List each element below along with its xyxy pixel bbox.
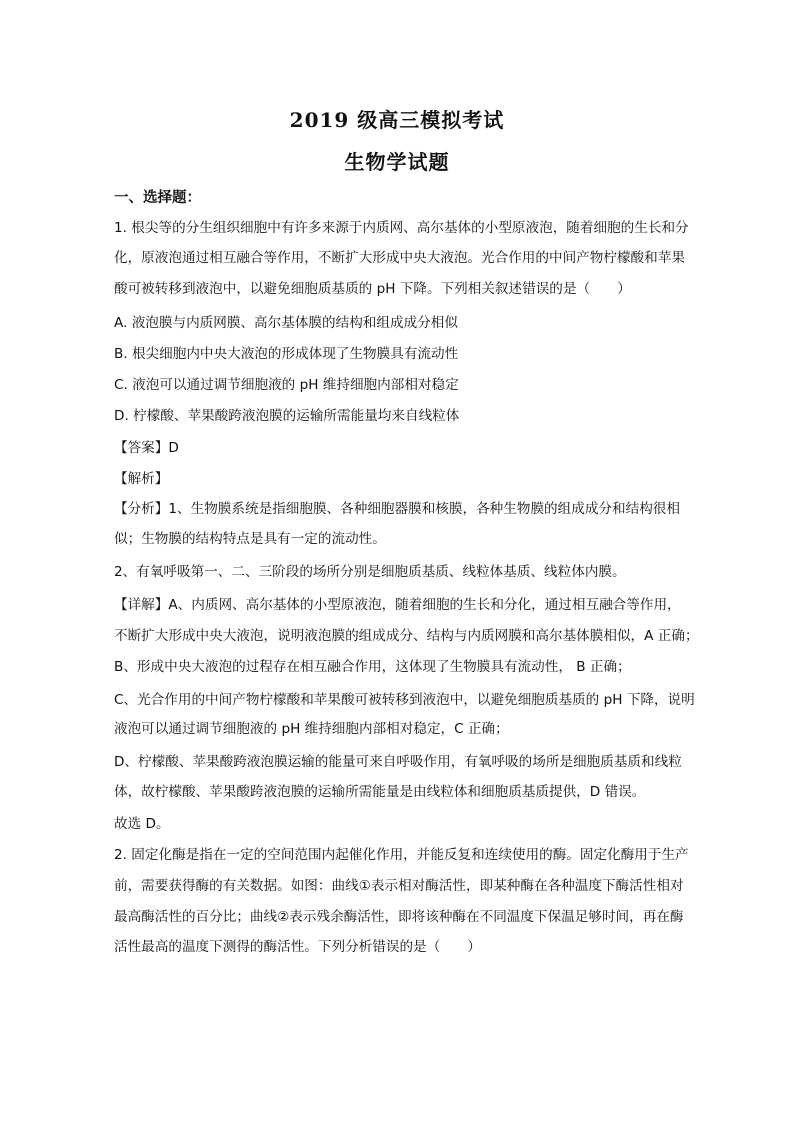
option-c: C. 液泡可以通过调节细胞液的 pH 维持细胞内部相对稳定 [114,377,459,393]
text-line: C、光合作用的中间产物柠檬酸和苹果酸可被转移到液泡中，以避免细胞质基质的 pH 下降，说明 [114,692,695,708]
answer-line: 【答案】D [114,440,179,456]
text-line: 【分析】1、生物膜系统是指细胞膜、各种细胞器膜和核膜，各种生物膜的组成成分和结构很相 [114,501,680,517]
text-line: 液泡可以通过调节细胞液的 pH 维持细胞内部相对稳定，C 正确； [114,721,509,737]
section-heading: 一、选择题： [114,190,201,206]
text-line: 酸可被转移到液泡中，以避免细胞质基质的 pH 下降。下列相关叙述错误的是（ ） [114,281,631,297]
text-line: B、形成中央大液泡的过程存在相互融合作用，这体现了生物膜具有流动性， B 正确； [114,659,631,675]
text-line: 体，故柠檬酸、苹果酸跨液泡膜的运输所需能量是由线粒体和细胞质基质提供，D 错误。 [114,784,646,800]
analysis-heading: 【解析】 [114,471,169,487]
text-line: 【详解】A、内质网、高尔基体的小型原液泡，随着细胞的生长和分化，通过相互融合等作用， [114,597,681,613]
text-line: 2. 固定化酶是指在一定的空间范围内起催化作用，并能反复和连续使用的酶。固定化酶用于生产 [114,847,689,863]
text-line: 最高酶活性的百分比；曲线②表示残余酶活性，即将该种酶在不同温度下保温足够时间，再在酶 [114,909,684,925]
option-d: D. 柠檬酸、苹果酸跨液泡膜的运输所需能量均来自线粒体 [114,408,460,424]
text-line: 故选 D。 [114,816,170,832]
text-line: 似；生物膜的结构特点是具有一定的流动性。 [114,531,386,547]
text-line: 1. 根尖等的分生组织细胞中有许多来源于内质网、高尔基体的小型原液泡，随着细胞的生长和分 [114,220,689,236]
text-line: 化，原液泡通过相互融合等作用，不断扩大形成中央大液泡。光合作用的中间产物柠檬酸和苹果 [114,250,685,266]
text-line: 不断扩大形成中央大液泡，说明液泡膜的组成成分、结构与内质网膜和高尔基体膜相似，A 正确； [114,628,699,644]
exam-title: 2019 级高三模拟考试 [289,108,505,132]
text-line: 前，需要获得酶的有关数据。如图：曲线①表示相对酶活性，即某种酶在各种温度下酶活性相对 [114,878,684,894]
exam-subtitle: 生物学试题 [344,150,450,174]
text-line: D、柠檬酸、苹果酸跨液泡膜运输的能量可来自呼吸作用，有氧呼吸的场所是细胞质基质和线粒 [114,754,682,770]
option-b: B. 根尖细胞内中央大液泡的形成体现了生物膜具有流动性 [114,346,459,362]
text-line: 2、有氧呼吸第一、二、三阶段的场所分别是细胞质基质、线粒体基质、线粒体内膜。 [114,564,626,580]
option-a: A. 液泡膜与内质网膜、高尔基体膜的结构和组成成分相似 [114,315,458,331]
text-line: 活性最高的温度下测得的酶活性。下列分析错误的是（ ） [114,939,482,955]
